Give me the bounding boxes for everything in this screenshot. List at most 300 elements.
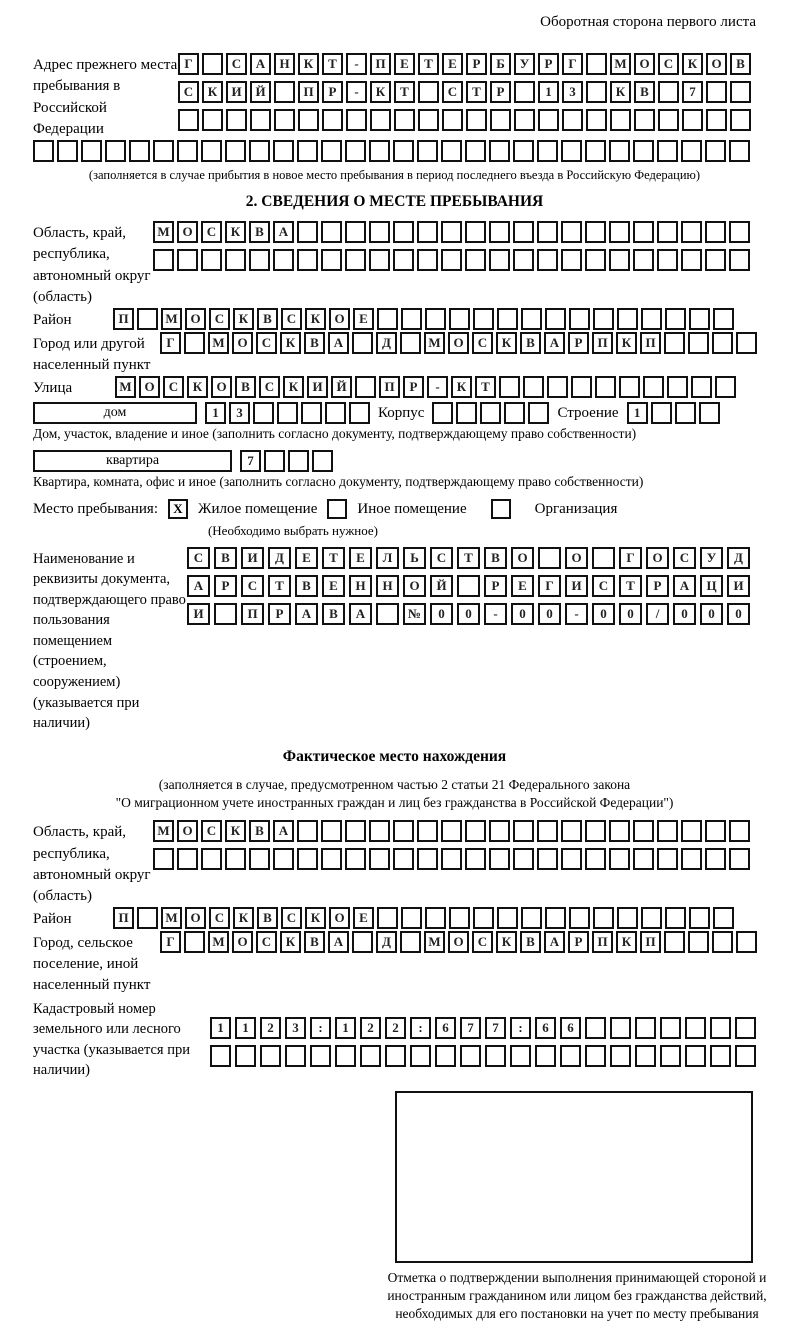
char-cell[interactable]: М <box>424 931 445 953</box>
stay-type-checkbox-residential[interactable]: X <box>168 499 188 519</box>
char-cell[interactable] <box>545 308 566 330</box>
char-cell[interactable]: 3 <box>229 402 250 424</box>
char-cell[interactable] <box>312 450 333 472</box>
char-cell[interactable]: Г <box>619 547 642 569</box>
char-cell[interactable]: - <box>346 81 367 103</box>
char-cell[interactable]: 0 <box>619 603 642 625</box>
char-cell[interactable] <box>393 820 414 842</box>
char-cell[interactable] <box>465 140 486 162</box>
char-cell[interactable] <box>610 109 631 131</box>
char-cell[interactable]: В <box>249 820 270 842</box>
char-cell[interactable]: И <box>226 81 247 103</box>
char-cell[interactable] <box>105 140 126 162</box>
char-cell[interactable] <box>178 109 199 131</box>
char-cell[interactable]: М <box>161 308 182 330</box>
char-cell[interactable]: Д <box>376 931 397 953</box>
char-cell[interactable] <box>537 820 558 842</box>
char-cell[interactable]: В <box>304 931 325 953</box>
char-cell[interactable]: С <box>226 53 247 75</box>
char-cell[interactable]: 0 <box>673 603 696 625</box>
char-cell[interactable]: В <box>634 81 655 103</box>
char-cell[interactable] <box>547 376 568 398</box>
char-cell[interactable] <box>377 907 398 929</box>
char-cell[interactable]: Т <box>418 53 439 75</box>
char-cell[interactable]: К <box>682 53 703 75</box>
char-cell[interactable]: М <box>161 907 182 929</box>
char-cell[interactable] <box>610 1017 631 1039</box>
char-cell[interactable]: Т <box>475 376 496 398</box>
char-cell[interactable] <box>456 402 477 424</box>
char-cell[interactable] <box>641 907 662 929</box>
char-cell[interactable] <box>712 931 733 953</box>
char-cell[interactable]: Г <box>178 53 199 75</box>
char-cell[interactable] <box>417 820 438 842</box>
house-type-box[interactable]: дом <box>33 402 197 424</box>
char-cell[interactable] <box>538 547 561 569</box>
char-cell[interactable]: П <box>592 332 613 354</box>
char-cell[interactable] <box>352 332 373 354</box>
char-cell[interactable]: С <box>472 332 493 354</box>
char-cell[interactable]: А <box>328 931 349 953</box>
char-cell[interactable] <box>660 1017 681 1039</box>
char-cell[interactable] <box>710 1045 731 1067</box>
char-cell[interactable] <box>685 1045 706 1067</box>
char-cell[interactable] <box>460 1045 481 1067</box>
char-cell[interactable] <box>417 249 438 271</box>
char-cell[interactable] <box>249 249 270 271</box>
char-cell[interactable] <box>586 81 607 103</box>
char-cell[interactable]: С <box>658 53 679 75</box>
char-cell[interactable]: А <box>544 931 565 953</box>
char-cell[interactable] <box>345 140 366 162</box>
char-cell[interactable] <box>513 848 534 870</box>
char-cell[interactable] <box>137 907 158 929</box>
char-cell[interactable] <box>355 376 376 398</box>
char-cell[interactable] <box>473 907 494 929</box>
char-cell[interactable]: С <box>673 547 696 569</box>
char-cell[interactable] <box>571 376 592 398</box>
char-cell[interactable] <box>81 140 102 162</box>
char-cell[interactable] <box>352 931 373 953</box>
char-cell[interactable] <box>401 907 422 929</box>
char-cell[interactable] <box>729 140 750 162</box>
char-cell[interactable] <box>377 308 398 330</box>
char-cell[interactable] <box>569 907 590 929</box>
char-cell[interactable] <box>250 109 271 131</box>
char-cell[interactable] <box>729 249 750 271</box>
char-cell[interactable]: Е <box>353 308 374 330</box>
char-cell[interactable]: С <box>201 820 222 842</box>
char-cell[interactable] <box>410 1045 431 1067</box>
char-cell[interactable]: : <box>410 1017 431 1039</box>
char-cell[interactable] <box>297 820 318 842</box>
char-cell[interactable]: А <box>673 575 696 597</box>
char-cell[interactable] <box>370 109 391 131</box>
char-cell[interactable] <box>633 249 654 271</box>
char-cell[interactable] <box>657 848 678 870</box>
char-cell[interactable] <box>288 450 309 472</box>
char-cell[interactable] <box>369 848 390 870</box>
char-cell[interactable] <box>609 848 630 870</box>
char-cell[interactable] <box>691 376 712 398</box>
char-cell[interactable]: Т <box>322 53 343 75</box>
char-cell[interactable] <box>394 109 415 131</box>
char-cell[interactable] <box>585 820 606 842</box>
char-cell[interactable] <box>586 53 607 75</box>
char-cell[interactable] <box>425 308 446 330</box>
char-cell[interactable] <box>253 402 274 424</box>
char-cell[interactable]: П <box>113 308 134 330</box>
char-cell[interactable] <box>735 1045 756 1067</box>
char-cell[interactable] <box>184 931 205 953</box>
char-cell[interactable] <box>569 308 590 330</box>
char-cell[interactable] <box>521 308 542 330</box>
char-cell[interactable] <box>393 221 414 243</box>
char-cell[interactable] <box>688 332 709 354</box>
char-cell[interactable]: К <box>225 820 246 842</box>
char-cell[interactable] <box>202 109 223 131</box>
char-cell[interactable] <box>729 221 750 243</box>
char-cell[interactable] <box>489 221 510 243</box>
char-cell[interactable]: Р <box>214 575 237 597</box>
char-cell[interactable] <box>137 308 158 330</box>
char-cell[interactable] <box>657 820 678 842</box>
char-cell[interactable] <box>345 848 366 870</box>
char-cell[interactable]: Р <box>568 332 589 354</box>
char-cell[interactable] <box>321 140 342 162</box>
char-cell[interactable]: М <box>208 931 229 953</box>
char-cell[interactable] <box>513 820 534 842</box>
char-cell[interactable]: - <box>427 376 448 398</box>
char-cell[interactable]: И <box>307 376 328 398</box>
char-cell[interactable]: К <box>280 332 301 354</box>
char-cell[interactable]: Й <box>250 81 271 103</box>
char-cell[interactable] <box>297 249 318 271</box>
char-cell[interactable] <box>537 140 558 162</box>
char-cell[interactable] <box>513 140 534 162</box>
char-cell[interactable] <box>705 848 726 870</box>
char-cell[interactable]: 7 <box>240 450 261 472</box>
char-cell[interactable] <box>729 848 750 870</box>
char-cell[interactable] <box>705 820 726 842</box>
char-cell[interactable]: 6 <box>535 1017 556 1039</box>
char-cell[interactable] <box>609 221 630 243</box>
char-cell[interactable] <box>619 376 640 398</box>
char-cell[interactable] <box>537 249 558 271</box>
char-cell[interactable] <box>513 221 534 243</box>
char-cell[interactable] <box>322 109 343 131</box>
char-cell[interactable] <box>665 308 686 330</box>
char-cell[interactable]: С <box>241 575 264 597</box>
char-cell[interactable]: О <box>634 53 655 75</box>
char-cell[interactable]: И <box>241 547 264 569</box>
char-cell[interactable]: 2 <box>360 1017 381 1039</box>
char-cell[interactable]: 0 <box>457 603 480 625</box>
char-cell[interactable]: К <box>616 332 637 354</box>
char-cell[interactable] <box>321 820 342 842</box>
char-cell[interactable]: Е <box>442 53 463 75</box>
char-cell[interactable]: К <box>610 81 631 103</box>
char-cell[interactable] <box>285 1045 306 1067</box>
char-cell[interactable] <box>735 1017 756 1039</box>
char-cell[interactable] <box>538 109 559 131</box>
char-cell[interactable] <box>325 402 346 424</box>
char-cell[interactable] <box>715 376 736 398</box>
char-cell[interactable] <box>561 249 582 271</box>
char-cell[interactable] <box>609 820 630 842</box>
char-cell[interactable] <box>177 848 198 870</box>
char-cell[interactable] <box>681 848 702 870</box>
char-cell[interactable]: К <box>305 308 326 330</box>
char-cell[interactable]: С <box>430 547 453 569</box>
char-cell[interactable] <box>153 848 174 870</box>
char-cell[interactable]: Й <box>331 376 352 398</box>
char-cell[interactable]: Л <box>376 547 399 569</box>
char-cell[interactable] <box>681 140 702 162</box>
char-cell[interactable] <box>651 402 672 424</box>
char-cell[interactable]: П <box>298 81 319 103</box>
char-cell[interactable]: 7 <box>460 1017 481 1039</box>
char-cell[interactable] <box>561 140 582 162</box>
char-cell[interactable] <box>274 81 295 103</box>
char-cell[interactable] <box>585 140 606 162</box>
char-cell[interactable] <box>321 848 342 870</box>
char-cell[interactable]: С <box>281 907 302 929</box>
char-cell[interactable]: Е <box>295 547 318 569</box>
char-cell[interactable]: С <box>442 81 463 103</box>
char-cell[interactable]: А <box>349 603 372 625</box>
char-cell[interactable] <box>633 848 654 870</box>
char-cell[interactable]: А <box>273 221 294 243</box>
char-cell[interactable]: С <box>178 81 199 103</box>
char-cell[interactable]: К <box>233 308 254 330</box>
char-cell[interactable]: Е <box>322 575 345 597</box>
char-cell[interactable] <box>442 109 463 131</box>
char-cell[interactable]: Ц <box>700 575 723 597</box>
char-cell[interactable]: 0 <box>538 603 561 625</box>
char-cell[interactable] <box>301 402 322 424</box>
char-cell[interactable]: В <box>322 603 345 625</box>
char-cell[interactable] <box>449 907 470 929</box>
char-cell[interactable]: 0 <box>727 603 750 625</box>
char-cell[interactable] <box>345 820 366 842</box>
char-cell[interactable]: Е <box>349 547 372 569</box>
char-cell[interactable]: К <box>496 931 517 953</box>
char-cell[interactable]: 1 <box>335 1017 356 1039</box>
char-cell[interactable] <box>184 332 205 354</box>
char-cell[interactable]: О <box>565 547 588 569</box>
char-cell[interactable]: О <box>185 907 206 929</box>
char-cell[interactable] <box>457 575 480 597</box>
char-cell[interactable]: - <box>565 603 588 625</box>
char-cell[interactable] <box>465 249 486 271</box>
char-cell[interactable] <box>400 332 421 354</box>
char-cell[interactable] <box>235 1045 256 1067</box>
char-cell[interactable]: В <box>520 931 541 953</box>
char-cell[interactable]: Р <box>490 81 511 103</box>
char-cell[interactable]: О <box>232 332 253 354</box>
char-cell[interactable]: 1 <box>205 402 226 424</box>
char-cell[interactable]: Е <box>511 575 534 597</box>
char-cell[interactable]: М <box>153 820 174 842</box>
char-cell[interactable]: К <box>202 81 223 103</box>
char-cell[interactable] <box>297 140 318 162</box>
char-cell[interactable]: В <box>295 575 318 597</box>
char-cell[interactable]: О <box>329 308 350 330</box>
char-cell[interactable]: К <box>496 332 517 354</box>
char-cell[interactable] <box>633 221 654 243</box>
char-cell[interactable]: Р <box>322 81 343 103</box>
char-cell[interactable] <box>665 907 686 929</box>
char-cell[interactable]: Р <box>568 931 589 953</box>
char-cell[interactable] <box>489 249 510 271</box>
char-cell[interactable]: Н <box>274 53 295 75</box>
char-cell[interactable] <box>298 109 319 131</box>
char-cell[interactable] <box>210 1045 231 1067</box>
char-cell[interactable] <box>592 547 615 569</box>
char-cell[interactable] <box>681 221 702 243</box>
char-cell[interactable] <box>657 221 678 243</box>
char-cell[interactable] <box>376 603 399 625</box>
char-cell[interactable] <box>345 221 366 243</box>
char-cell[interactable]: В <box>484 547 507 569</box>
char-cell[interactable]: К <box>298 53 319 75</box>
char-cell[interactable]: В <box>304 332 325 354</box>
char-cell[interactable] <box>225 140 246 162</box>
char-cell[interactable]: С <box>209 907 230 929</box>
char-cell[interactable]: И <box>565 575 588 597</box>
char-cell[interactable]: А <box>544 332 565 354</box>
char-cell[interactable] <box>129 140 150 162</box>
char-cell[interactable] <box>349 402 370 424</box>
char-cell[interactable] <box>633 820 654 842</box>
char-cell[interactable] <box>514 81 535 103</box>
char-cell[interactable] <box>617 907 638 929</box>
char-cell[interactable]: О <box>329 907 350 929</box>
char-cell[interactable] <box>400 931 421 953</box>
char-cell[interactable] <box>225 848 246 870</box>
char-cell[interactable] <box>667 376 688 398</box>
char-cell[interactable] <box>681 820 702 842</box>
char-cell[interactable]: А <box>187 575 210 597</box>
char-cell[interactable]: В <box>235 376 256 398</box>
char-cell[interactable]: 7 <box>485 1017 506 1039</box>
char-cell[interactable] <box>510 1045 531 1067</box>
char-cell[interactable] <box>729 820 750 842</box>
char-cell[interactable]: Т <box>322 547 345 569</box>
char-cell[interactable]: Г <box>160 332 181 354</box>
char-cell[interactable]: М <box>610 53 631 75</box>
char-cell[interactable]: О <box>185 308 206 330</box>
char-cell[interactable] <box>418 81 439 103</box>
char-cell[interactable]: - <box>484 603 507 625</box>
char-cell[interactable] <box>514 109 535 131</box>
char-cell[interactable] <box>658 109 679 131</box>
char-cell[interactable]: К <box>305 907 326 929</box>
char-cell[interactable] <box>465 221 486 243</box>
char-cell[interactable] <box>449 308 470 330</box>
char-cell[interactable] <box>657 249 678 271</box>
char-cell[interactable] <box>321 249 342 271</box>
char-cell[interactable] <box>499 376 520 398</box>
char-cell[interactable]: 6 <box>560 1017 581 1039</box>
char-cell[interactable]: Р <box>538 53 559 75</box>
char-cell[interactable]: Т <box>457 547 480 569</box>
char-cell[interactable] <box>710 1017 731 1039</box>
char-cell[interactable]: С <box>201 221 222 243</box>
char-cell[interactable] <box>585 1017 606 1039</box>
char-cell[interactable] <box>561 221 582 243</box>
char-cell[interactable]: К <box>283 376 304 398</box>
char-cell[interactable]: С <box>209 308 230 330</box>
char-cell[interactable] <box>485 1045 506 1067</box>
char-cell[interactable]: О <box>139 376 160 398</box>
char-cell[interactable] <box>401 308 422 330</box>
char-cell[interactable]: В <box>214 547 237 569</box>
char-cell[interactable]: А <box>295 603 318 625</box>
char-cell[interactable] <box>225 249 246 271</box>
char-cell[interactable] <box>513 249 534 271</box>
char-cell[interactable]: В <box>730 53 751 75</box>
char-cell[interactable]: О <box>448 931 469 953</box>
char-cell[interactable] <box>585 249 606 271</box>
char-cell[interactable] <box>489 140 510 162</box>
char-cell[interactable]: С <box>592 575 615 597</box>
char-cell[interactable] <box>466 109 487 131</box>
char-cell[interactable]: 0 <box>511 603 534 625</box>
char-cell[interactable] <box>441 221 462 243</box>
char-cell[interactable]: П <box>113 907 134 929</box>
char-cell[interactable]: К <box>616 931 637 953</box>
char-cell[interactable]: П <box>640 332 661 354</box>
char-cell[interactable]: М <box>115 376 136 398</box>
char-cell[interactable]: Т <box>394 81 415 103</box>
char-cell[interactable]: П <box>370 53 391 75</box>
char-cell[interactable] <box>635 1017 656 1039</box>
char-cell[interactable]: С <box>163 376 184 398</box>
char-cell[interactable] <box>545 907 566 929</box>
char-cell[interactable] <box>593 308 614 330</box>
char-cell[interactable] <box>730 81 751 103</box>
char-cell[interactable] <box>561 848 582 870</box>
char-cell[interactable] <box>57 140 78 162</box>
char-cell[interactable] <box>249 140 270 162</box>
char-cell[interactable] <box>441 249 462 271</box>
char-cell[interactable] <box>418 109 439 131</box>
char-cell[interactable] <box>369 820 390 842</box>
char-cell[interactable] <box>417 140 438 162</box>
char-cell[interactable] <box>560 1045 581 1067</box>
char-cell[interactable] <box>465 848 486 870</box>
char-cell[interactable] <box>633 140 654 162</box>
char-cell[interactable]: О <box>448 332 469 354</box>
char-cell[interactable]: У <box>514 53 535 75</box>
char-cell[interactable] <box>346 109 367 131</box>
char-cell[interactable] <box>310 1045 331 1067</box>
char-cell[interactable] <box>609 140 630 162</box>
char-cell[interactable] <box>33 140 54 162</box>
char-cell[interactable]: И <box>727 575 750 597</box>
char-cell[interactable] <box>393 848 414 870</box>
char-cell[interactable] <box>489 848 510 870</box>
char-cell[interactable] <box>369 140 390 162</box>
char-cell[interactable]: 0 <box>700 603 723 625</box>
char-cell[interactable]: С <box>281 308 302 330</box>
char-cell[interactable] <box>706 81 727 103</box>
char-cell[interactable] <box>249 848 270 870</box>
char-cell[interactable]: Е <box>394 53 415 75</box>
char-cell[interactable]: 7 <box>682 81 703 103</box>
